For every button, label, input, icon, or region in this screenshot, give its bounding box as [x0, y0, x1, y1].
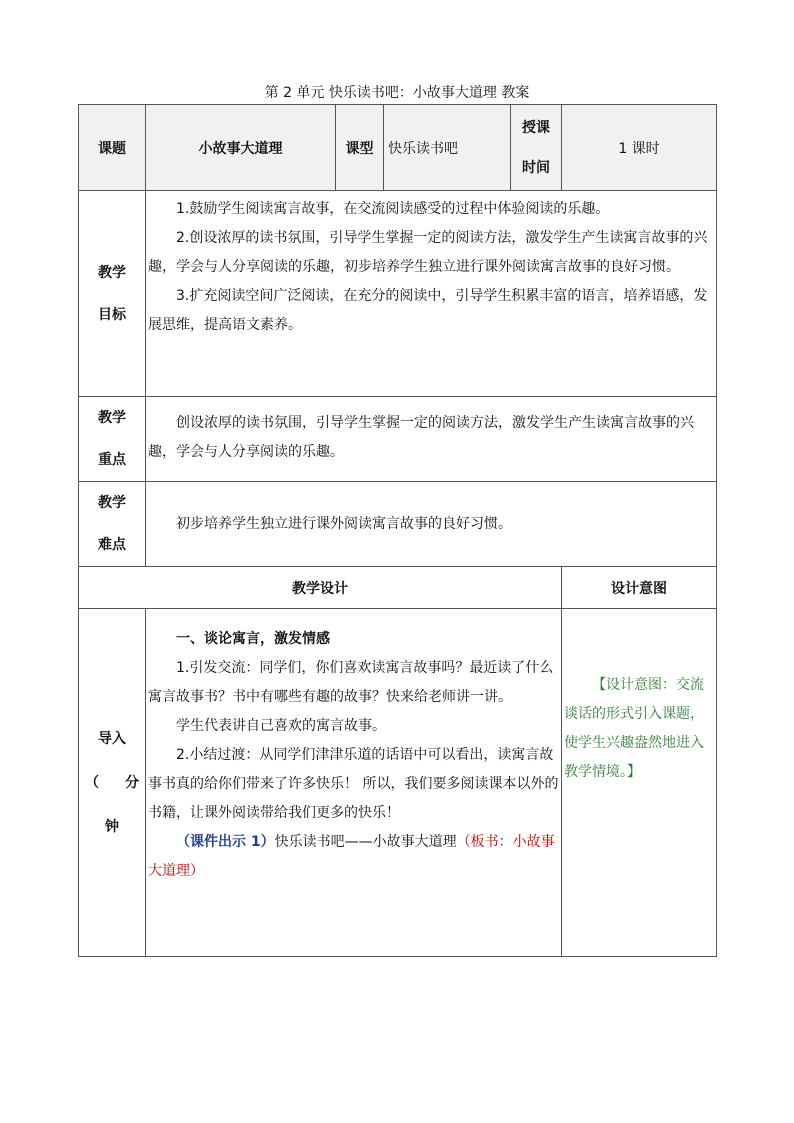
type-label: 课型	[336, 105, 384, 191]
intro-content	[146, 609, 562, 957]
intro-label-line-1: 导入	[98, 730, 126, 747]
intro-label-line-2	[79, 761, 145, 805]
intro-label	[79, 609, 146, 957]
goals-label-line-2: 目标	[98, 306, 126, 323]
courseware-text: 快乐读书吧——小故事大道理	[274, 834, 457, 850]
goals-row	[79, 191, 717, 397]
goal-item: 1.鼓励学生阅读寓言故事，在交流阅读感受的过程中体验阅读的乐趣。	[176, 201, 610, 217]
courseware-tag: （课件出示 1）	[176, 834, 275, 850]
difficulties-label-line-2: 难点	[98, 537, 126, 553]
intro-label-minutes: 分	[125, 774, 139, 791]
intro-paragraph: 2.小结过渡：从同学们津津乐道的话语中可以看出，读寓言故事书真的给你们带来了许多快乐！ 所以，我们要多阅读课本以外的书籍，让课外阅读带给我们更多的快乐！	[148, 747, 559, 821]
difficulties-text: 初步培养学生独立进行课外阅读寓言故事的良好习惯。	[176, 515, 512, 532]
intro-label-line-3: 钟	[105, 818, 119, 835]
page-title: 第 2 单元 快乐读书吧：小故事大道理 教案	[264, 85, 530, 101]
hours-value: 1 课时	[562, 105, 717, 191]
difficulties-row	[79, 482, 717, 567]
key-points-label-line-2: 重点	[98, 452, 126, 468]
intro-intent-text: 【设计意图：交流谈话的形式引入课题，使学生兴趣盎然地进入教学情境。】	[564, 677, 704, 780]
goals-label-line-1: 教学	[98, 264, 126, 281]
difficulties-label	[79, 482, 146, 567]
difficulties-label-line-1: 教学	[98, 495, 126, 511]
info-row	[79, 105, 717, 191]
time-label	[511, 105, 562, 191]
type-value: 快乐读书吧	[384, 105, 511, 191]
intro-paragraph: 1.引发交流：同学们，你们喜欢读寓言故事吗？最近读了什么寓言故事书？书中有哪些有趣的故事？快来给老师讲一讲。	[148, 660, 554, 705]
goal-item: 2.创设浓厚的读书氛围，引导学生掌握一定的阅读方法，激发学生产生读寓言故事的兴趣，学会与人分享阅读的乐趣，初步培养学生独立进行课外阅读寓言故事的良好习惯。	[148, 230, 708, 275]
board-note: （板书：小故事大道理）	[148, 834, 555, 879]
key-points-content	[146, 397, 717, 482]
design-header: 教学设计	[79, 567, 562, 609]
key-points-row	[79, 397, 717, 482]
intro-label-paren: （	[85, 774, 99, 791]
difficulties-content	[146, 482, 717, 567]
key-points-label-line-1: 教学	[98, 410, 126, 426]
goals-content	[146, 191, 717, 397]
topic-label: 课题	[79, 105, 146, 191]
key-points-label	[79, 397, 146, 482]
goals-label	[79, 191, 146, 397]
goal-item: 3.扩充阅读空间广泛阅读，在充分的阅读中，引导学生积累丰富的语言，培养语感，发展思维，提高语文素养。	[148, 288, 708, 333]
topic-value: 小故事大道理	[146, 105, 336, 191]
intro-intent	[562, 609, 717, 957]
time-label-line-1: 授课	[522, 119, 550, 136]
intro-paragraph: 学生代表讲自己喜欢的寓言故事。	[176, 718, 386, 734]
lesson-plan-table	[78, 104, 717, 957]
intro-courseware-line	[148, 828, 559, 886]
key-points-text: 创设浓厚的读书氛围，引导学生掌握一定的阅读方法，激发学生产生读寓言故事的兴趣，学会与人分享阅读的乐趣。	[148, 415, 694, 460]
intro-row	[79, 609, 717, 957]
time-label-line-2: 时间	[522, 159, 550, 176]
intro-heading: 一、谈论寓言，激发情感	[176, 631, 330, 647]
intent-header: 设计意图	[562, 567, 717, 609]
design-header-row	[79, 567, 717, 609]
